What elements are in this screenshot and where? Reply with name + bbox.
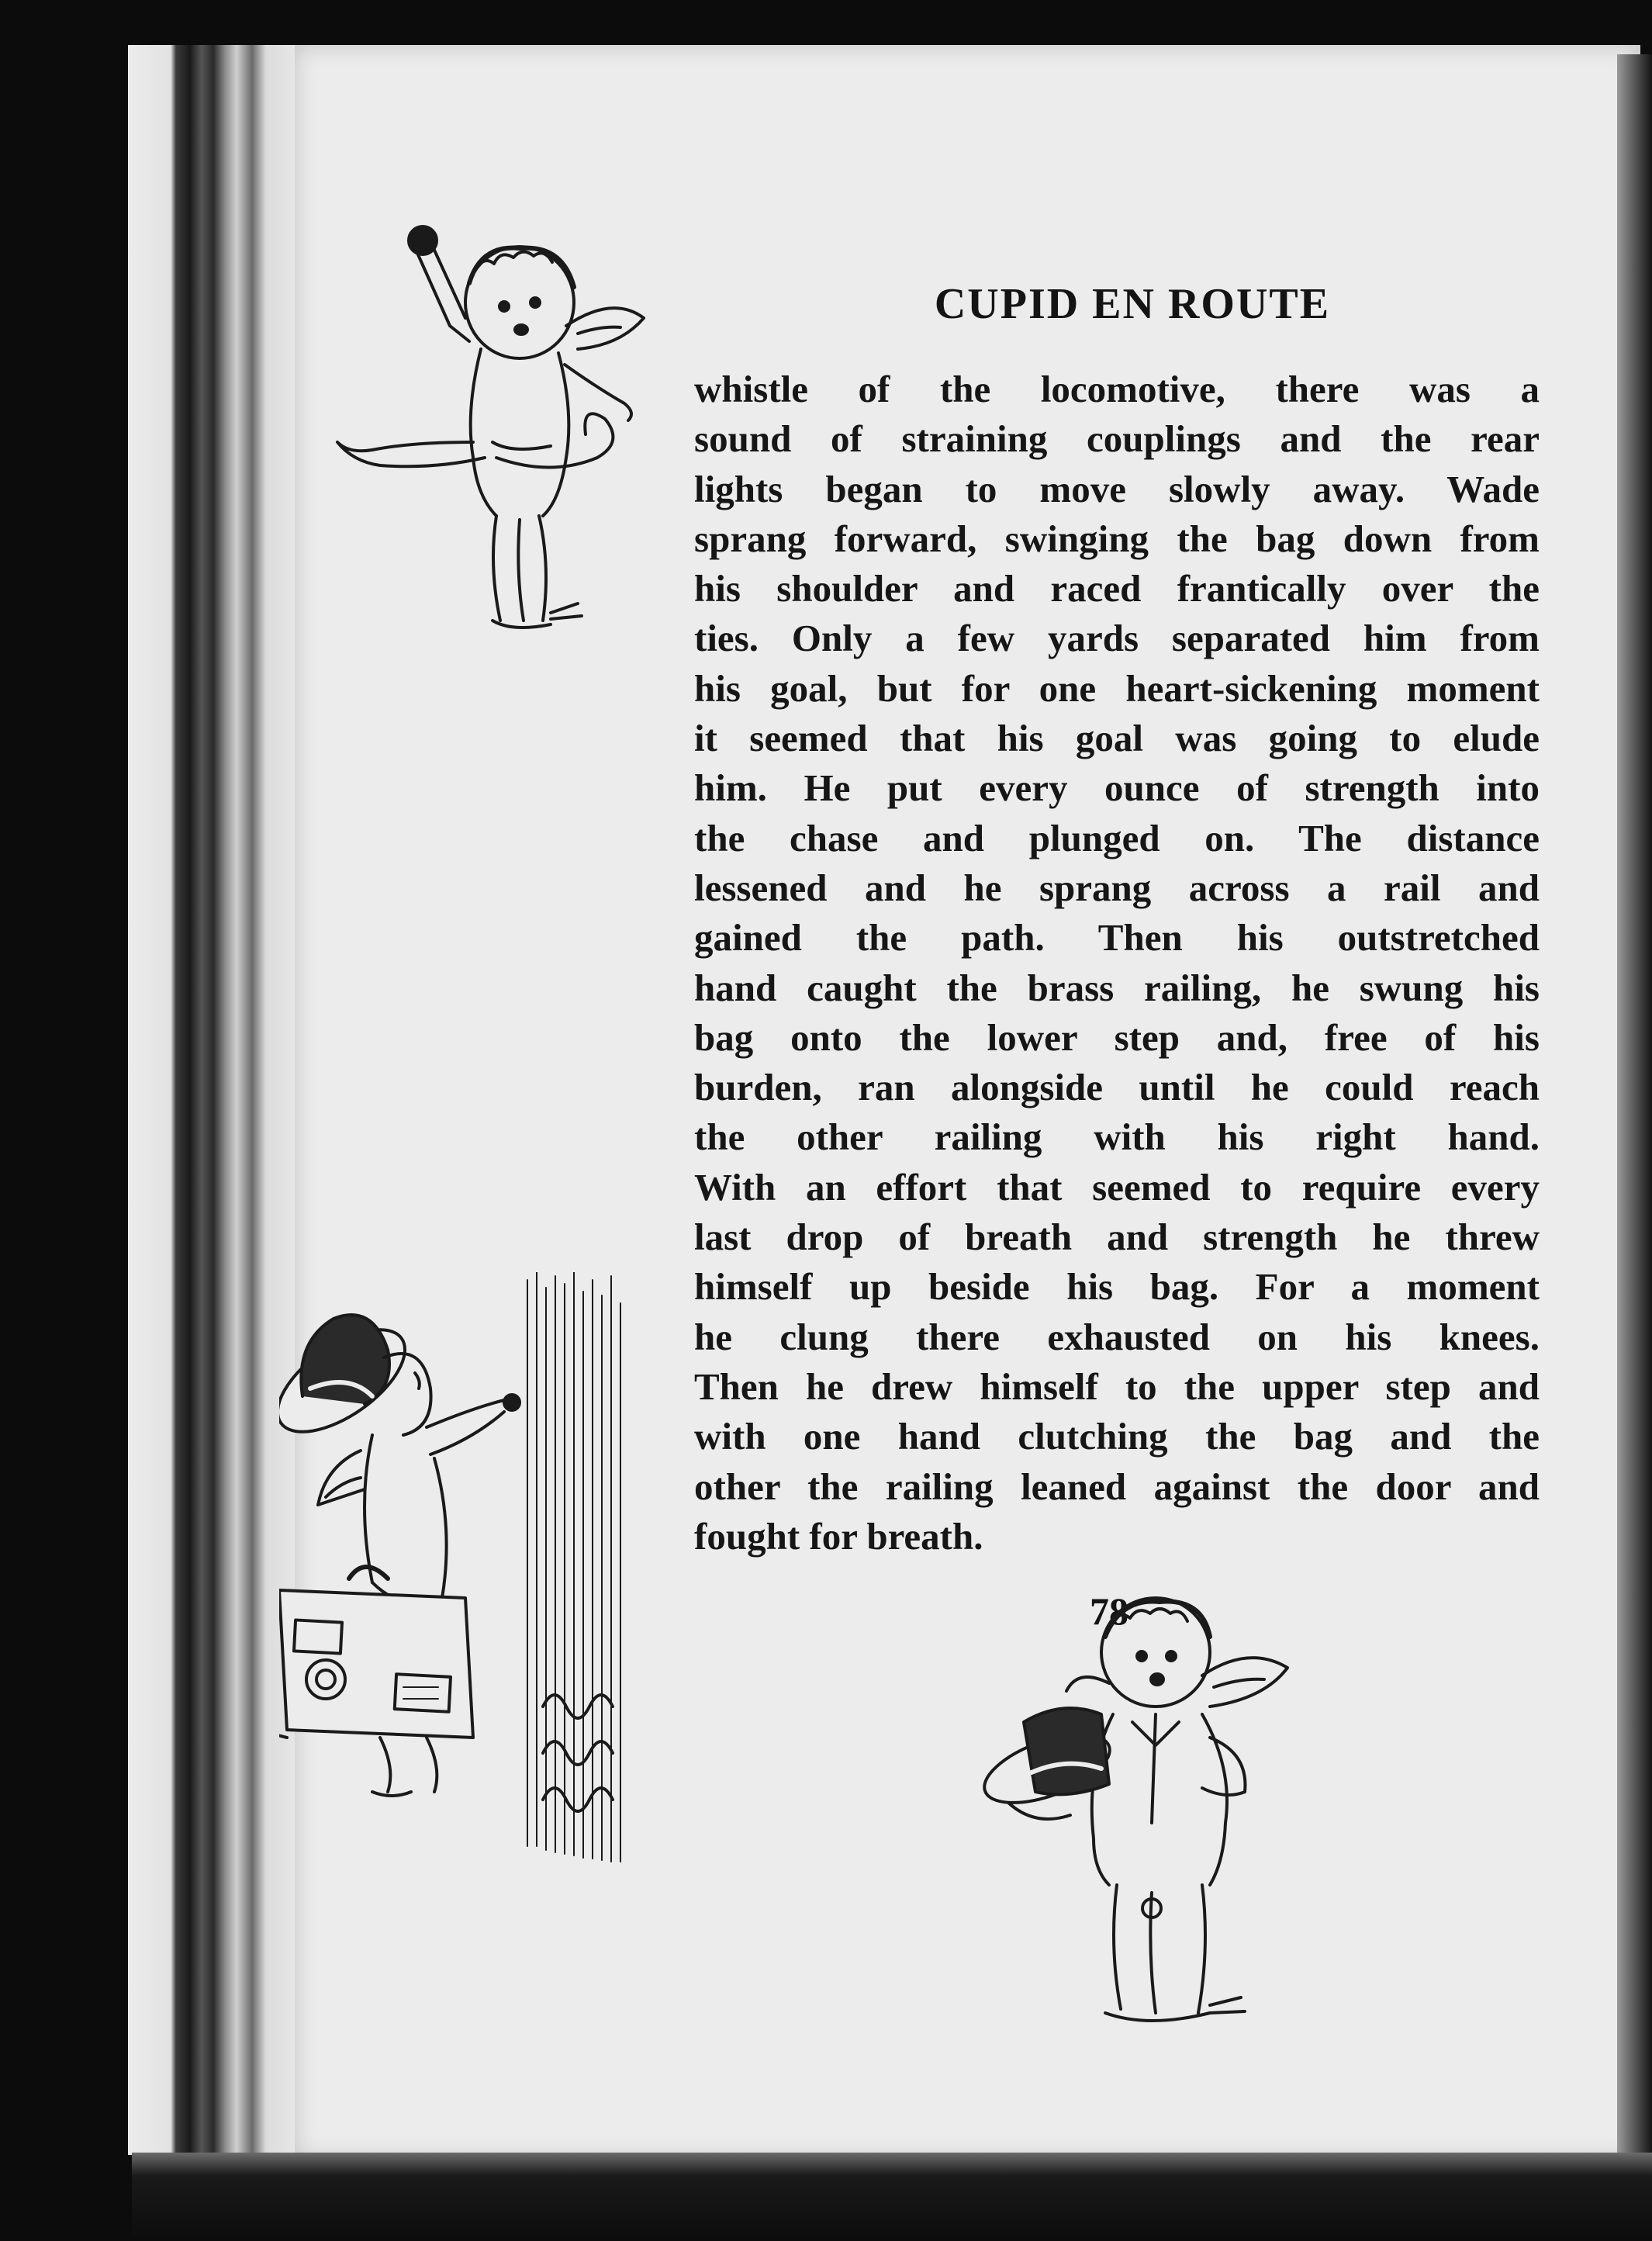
text-line: sprang forward, swinging the bag down from xyxy=(694,517,1540,560)
text-line: his goal, but for one heart-sickening moment xyxy=(694,666,1540,710)
text-line: bag onto the lower step and, free of his xyxy=(694,1015,1540,1059)
text-line: sound of straining couplings and the rear xyxy=(694,417,1540,461)
text-line: he clung there exhausted on his knees. xyxy=(694,1315,1540,1358)
text-line: him. He put every ounce of strength into xyxy=(694,766,1540,810)
page-edge-right xyxy=(1617,54,1652,2160)
text-line: hand caught the brass railing, he swung his xyxy=(694,966,1540,1009)
text-line: With an effort that seemed to require every xyxy=(694,1165,1540,1209)
cupid-waving-icon xyxy=(318,209,667,644)
book-binding xyxy=(128,45,295,2155)
text-line: lights began to move slowly away. Wade xyxy=(694,467,1540,510)
page-number: 78 xyxy=(1090,1589,1128,1633)
page-edge-bottom xyxy=(132,2153,1652,2241)
text-line: ties. Only a few yards separated him from xyxy=(694,617,1540,660)
text-line: whistle of the locomotive, there was a xyxy=(694,368,1540,410)
text-line: burden, ran alongside until he could reach xyxy=(694,1066,1540,1109)
text-line: Then he drew himself to the upper step and xyxy=(694,1364,1540,1408)
running-head: CUPID EN ROUTE xyxy=(934,280,1331,328)
body-text xyxy=(694,365,1540,1561)
text-line: lessened and he sprang across a rail and xyxy=(694,866,1540,909)
text-line: other the railing leaned against the door and xyxy=(694,1465,1540,1508)
text-line: the other railing with his right hand. xyxy=(694,1115,1540,1159)
text-line: the chase and plunged on. The distance xyxy=(694,816,1540,859)
text-line: gained the path. Then his outstretched xyxy=(694,916,1540,960)
text-line: fought for breath. xyxy=(694,1514,983,1558)
cupid-with-suitcase-icon xyxy=(279,1272,667,1869)
text-line: with one hand clutching the bag and the xyxy=(694,1415,1540,1458)
cupid-with-top-hat-icon xyxy=(977,1590,1326,2056)
text-line: it seemed that his goal was going to elude xyxy=(694,717,1540,760)
text-line: himself up beside his bag. For a moment xyxy=(694,1265,1540,1309)
text-line: his shoulder and raced frantically over the xyxy=(694,567,1540,610)
text-line: last drop of breath and strength he threw xyxy=(694,1216,1540,1259)
